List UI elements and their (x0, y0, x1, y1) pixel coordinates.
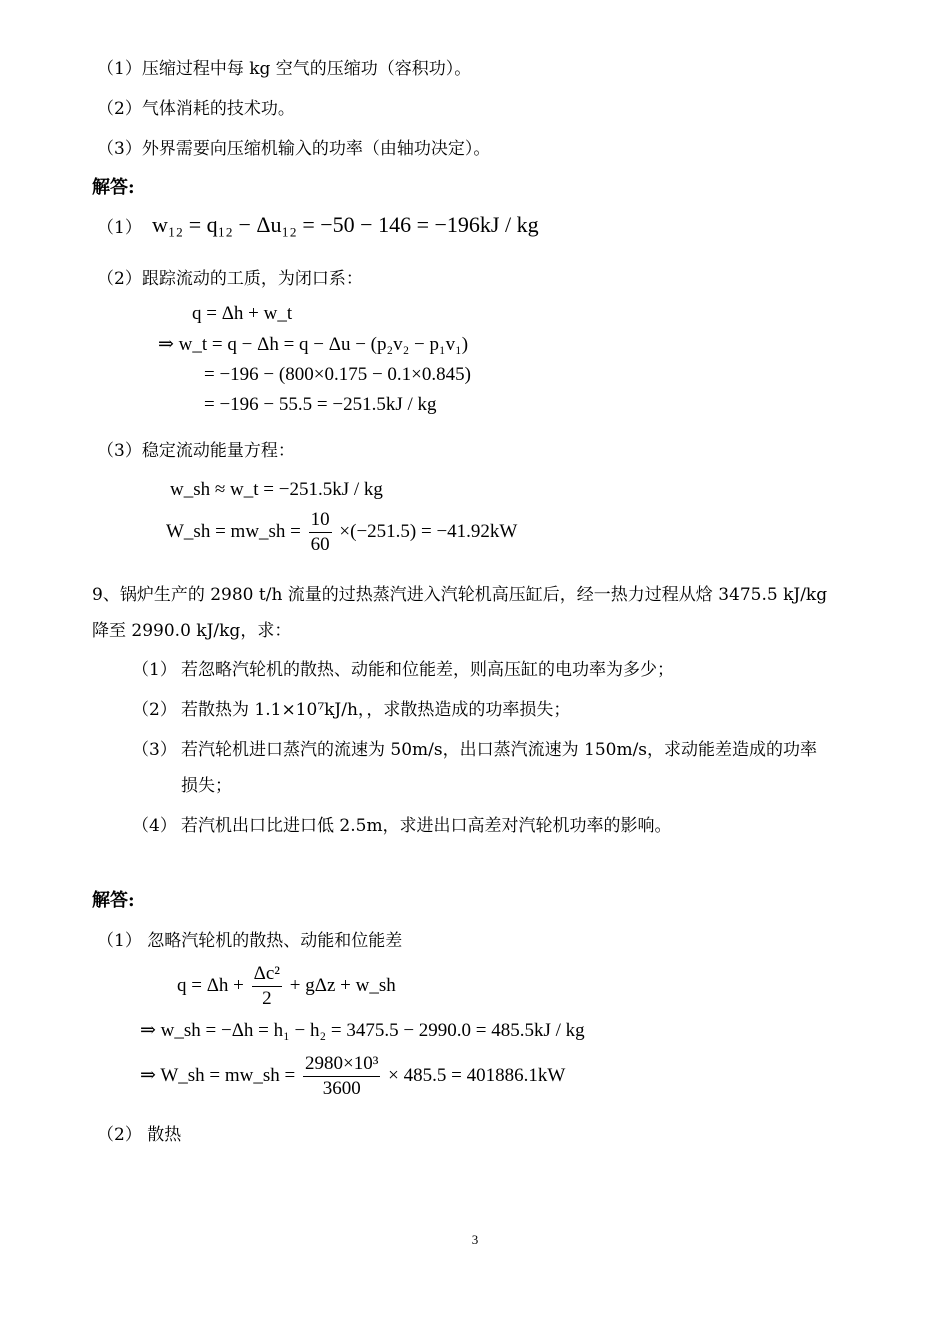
a9-eq3-fraction (303, 1052, 380, 1101)
a8-part2-eq1: q = Δh + w_t (192, 303, 293, 324)
a8-part3-eq2-right: ×(−251.5) = −41.92kW (339, 520, 518, 542)
a9-eq3 (140, 1052, 565, 1101)
a8-part1-label: （1） (97, 218, 142, 238)
a8-part3-label: （3）稳定流动能量方程： (97, 441, 295, 461)
a9-eq1 (177, 962, 396, 1011)
a9-eq1-fraction (252, 962, 282, 1011)
fraction-denominator: 60 (310, 534, 330, 555)
fraction-numerator: Δc² (252, 962, 282, 987)
q9-item-4-num: （4） (132, 816, 177, 836)
q9-item-1-text: 若忽略汽轮机的散热、动能和位能差，则高压缸的电功率为多少； (181, 660, 674, 680)
a9-eq2: ⇒ w_sh = −Δh = h₁ − h₂ = 3475.5 − 2990.0 = 485.5kJ / kg (140, 1020, 585, 1041)
page-number: 3 (471, 1232, 479, 1247)
q9-item-2-text: 若散热为 1.1×10⁷kJ/h，，求散热造成的功率损失； (181, 700, 571, 720)
q9-item-3-text: 若汽轮机进口蒸汽的流速为 50m/s，出口蒸汽流速为 150m/s，求动能差造成的功率 (181, 740, 818, 760)
q8-part-2: （2）气体消耗的技术功。 (97, 99, 295, 119)
fraction-denominator: 2 (262, 988, 272, 1009)
fraction-numerator: 2980×10³ (303, 1052, 380, 1077)
q8-part-1: （1）压缩过程中每 kg 空气的压缩功（容积功）。 (97, 59, 472, 79)
q9-item-3-num: （3） (132, 740, 177, 760)
q9-item-1-num: （1） (132, 660, 177, 680)
fraction-numerator: 10 (309, 508, 332, 533)
a8-part3-eq2 (166, 508, 517, 557)
fraction-denominator: 3600 (322, 1078, 361, 1099)
a8-part2-eq2: ⇒ w_t = q − Δh = q − Δu − (p₂v₂ − p₁v₁) (158, 334, 469, 355)
a9-part1-label: （1） 忽略汽轮机的散热、动能和位能差 (97, 931, 403, 951)
a8-part1-equation: w₁₂ = q₁₂ − Δu₁₂ = −50 − 146 = −196kJ / kg (152, 212, 539, 237)
a9-eq3-left: ⇒ W_sh = mw_sh = (140, 1064, 296, 1086)
q9-item-4-text: 若汽机出口比进口低 2.5m，求进出口高差对汽轮机功率的影响。 (181, 816, 672, 836)
q9-stem-line2: 降至 2990.0 kJ/kg，求： (92, 621, 292, 641)
q9-item-2-num: （2） (132, 700, 177, 720)
a8-part3-eq2-left: W_sh = mw_sh = (166, 520, 301, 542)
answer-heading-9: 解答: (92, 890, 135, 911)
a8-part3-eq1: w_sh ≈ w_t = −251.5kJ / kg (170, 479, 383, 500)
a9-eq1-left: q = Δh + (177, 974, 244, 996)
a9-eq1-right: + gΔz + w_sh (289, 974, 396, 996)
answer-heading-8: 解答: (92, 177, 135, 198)
a8-part2-eq3: = −196 − (800×0.175 − 0.1×0.845) (204, 364, 471, 385)
a9-eq3-right: × 485.5 = 401886.1kW (388, 1064, 566, 1086)
q9-item-3-cont: 损失； (181, 776, 232, 796)
a8-part2-eq4: = −196 − 55.5 = −251.5kJ / kg (204, 394, 437, 415)
a8-part2-label: （2）跟踪流动的工质，为闭口系： (97, 269, 363, 289)
q8-part-3: （3）外界需要向压缩机输入的功率（由轴功决定）。 (97, 139, 491, 159)
q9-stem-line1: 9、锅炉生产的 2980 t/h 流量的过热蒸汽进入汽轮机高压缸后，经一热力过程从焓 3475.5 kJ/kg (92, 585, 828, 605)
a9-part2-label: （2） 散热 (97, 1125, 182, 1145)
a8-part3-fraction (309, 508, 332, 557)
